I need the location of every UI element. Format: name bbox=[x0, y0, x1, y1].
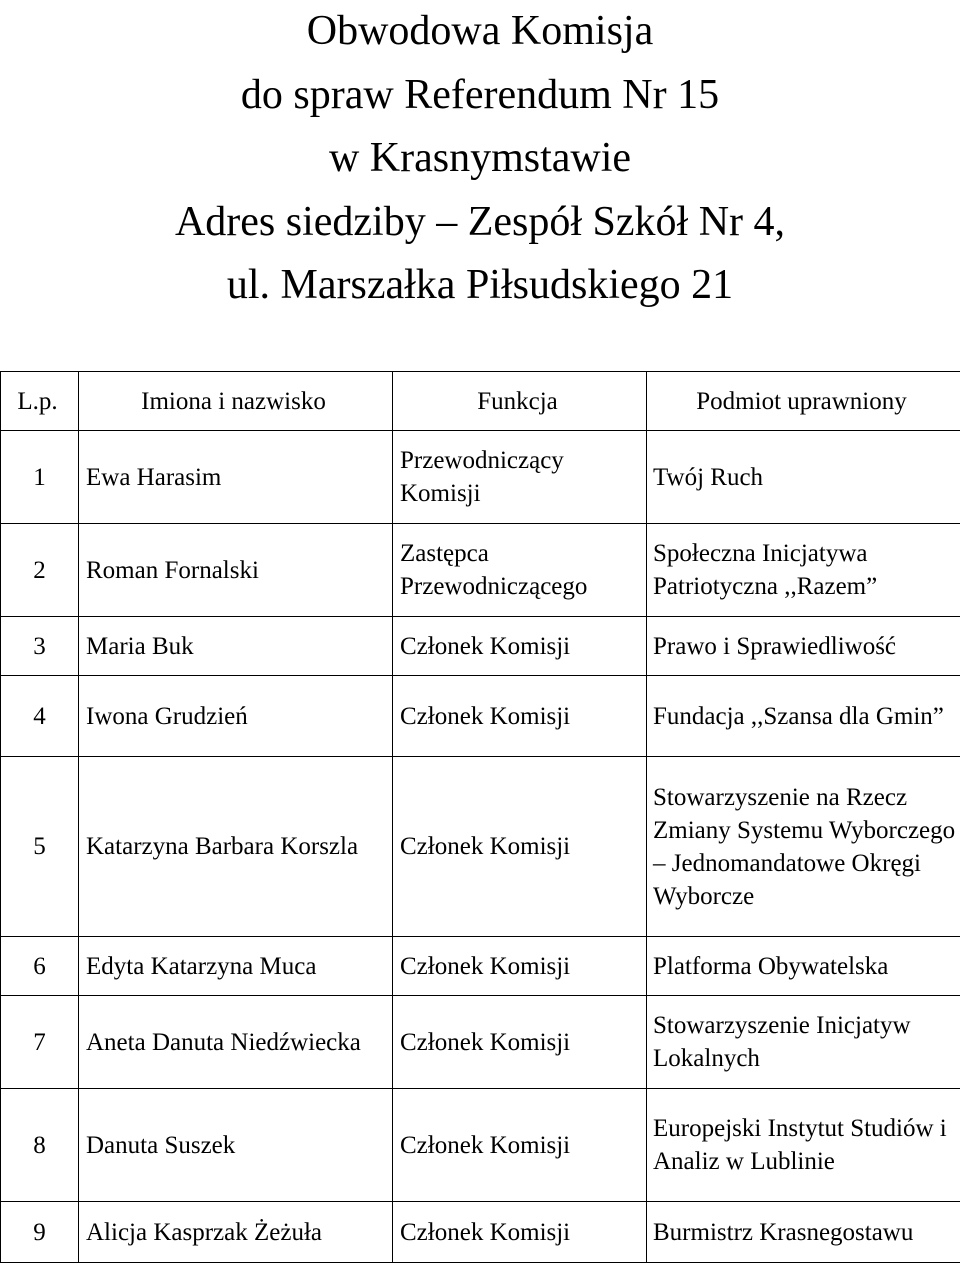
row-name: Aneta Danuta Niedźwiecka bbox=[79, 996, 393, 1089]
table-row bbox=[1, 996, 960, 1089]
row-name: Iwona Grudzień bbox=[79, 676, 393, 757]
row-lp: 8 bbox=[1, 1089, 79, 1202]
header-subject: Podmiot uprawniony bbox=[647, 372, 960, 431]
row-function: Członek Komisji bbox=[393, 1202, 647, 1263]
table-row bbox=[1, 757, 960, 937]
row-lp: 9 bbox=[1, 1202, 79, 1263]
row-lp: 7 bbox=[1, 996, 79, 1089]
title-line-3: w Krasnymstawie bbox=[328, 135, 632, 181]
table-row bbox=[1, 617, 960, 676]
members-table bbox=[0, 371, 960, 1263]
row-function: Członek Komisji bbox=[393, 1089, 647, 1202]
header-function: Funkcja bbox=[393, 372, 647, 431]
table-row bbox=[1, 524, 960, 617]
row-subject: Fundacja ,,Szansa dla Gmin” bbox=[647, 676, 960, 757]
row-subject: Prawo i Sprawiedliwość bbox=[647, 617, 960, 676]
row-name: Maria Buk bbox=[79, 617, 393, 676]
row-name: Ewa Harasim bbox=[79, 431, 393, 524]
table-row bbox=[1, 1089, 960, 1202]
table-row bbox=[1, 676, 960, 757]
table-row bbox=[1, 1202, 960, 1263]
row-lp: 4 bbox=[1, 676, 79, 757]
row-function: Członek Komisji bbox=[393, 937, 647, 996]
row-name: Edyta Katarzyna Muca bbox=[79, 937, 393, 996]
row-function: Członek Komisji bbox=[393, 996, 647, 1089]
table-header-row bbox=[1, 372, 960, 431]
row-lp: 3 bbox=[1, 617, 79, 676]
row-lp: 6 bbox=[1, 937, 79, 996]
row-subject: Platforma Obywatelska bbox=[647, 937, 960, 996]
row-name: Danuta Suszek bbox=[79, 1089, 393, 1202]
row-function: Członek Komisji bbox=[393, 617, 647, 676]
row-name: Alicja Kasprzak Żeżuła bbox=[79, 1202, 393, 1263]
row-subject: Społeczna Inicjatywa Patriotyczna ,,Razem” bbox=[647, 524, 960, 617]
header-name: Imiona i nazwisko bbox=[79, 372, 393, 431]
document-title bbox=[0, 0, 960, 318]
row-subject: Stowarzyszenie na Rzecz Zmiany Systemu Wyborczego – Jednomandatowe Okręgi Wyborcze bbox=[647, 757, 960, 937]
title-line-5: ul. Marszałka Piłsudskiego 21 bbox=[226, 262, 734, 308]
row-subject: Stowarzyszenie Inicjatyw Lokalnych bbox=[647, 996, 960, 1089]
row-name: Roman Fornalski bbox=[79, 524, 393, 617]
row-subject: Europejski Instytut Studiów i Analiz w Lublinie bbox=[647, 1089, 960, 1202]
row-name: Katarzyna Barbara Korszla bbox=[79, 757, 393, 937]
row-lp: 5 bbox=[1, 757, 79, 937]
table-row bbox=[1, 431, 960, 524]
row-subject: Burmistrz Krasnegostawu bbox=[647, 1202, 960, 1263]
row-function: Zastępca Przewodniczącego bbox=[393, 524, 647, 617]
row-function: Członek Komisji bbox=[393, 676, 647, 757]
row-subject: Twój Ruch bbox=[647, 431, 960, 524]
header-lp: L.p. bbox=[1, 372, 79, 431]
title-line-4: Adres siedziby – Zespół Szkół Nr 4, bbox=[174, 198, 786, 245]
row-function: Przewodniczący Komisji bbox=[393, 431, 647, 524]
row-function: Członek Komisji bbox=[393, 757, 647, 937]
table-row bbox=[1, 937, 960, 996]
row-lp: 1 bbox=[1, 431, 79, 524]
title-line-1: Obwodowa Komisja bbox=[306, 8, 654, 54]
row-lp: 2 bbox=[1, 524, 79, 617]
title-line-2: do spraw Referendum Nr 15 bbox=[240, 71, 720, 118]
